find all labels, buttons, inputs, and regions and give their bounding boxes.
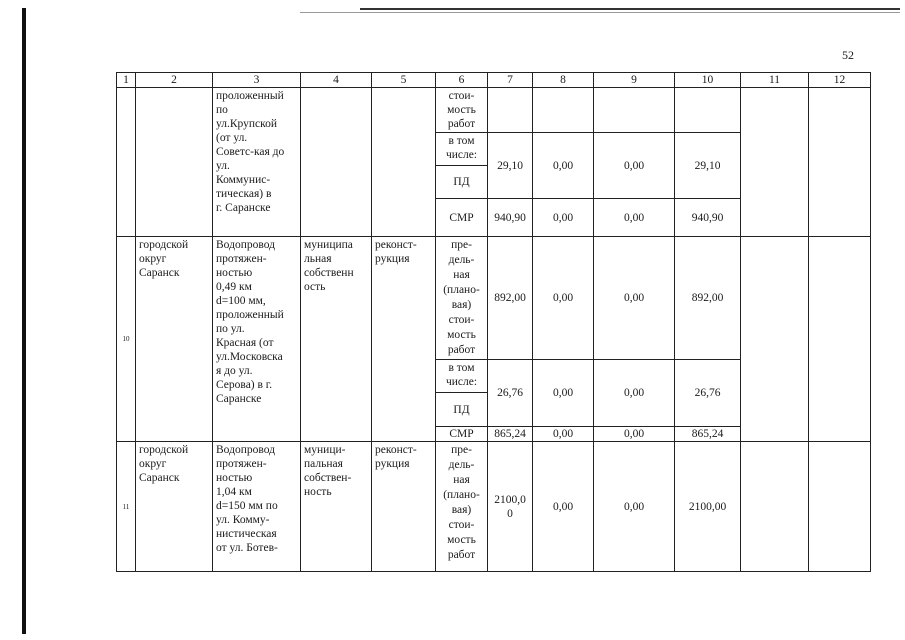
work-type-cell: реконст- рукция [372,237,436,442]
smr-value: 0,00 [594,199,675,237]
page-number: 52 [842,48,854,62]
smr-label: СМР [436,199,488,237]
scan-edge-left [22,8,26,634]
col-header-4: 4 [301,73,372,88]
pd-value: 0,00 [533,133,594,199]
col-12-cell [809,237,871,442]
object-description: Водопровод протяжен- ностью 1,04 км d=150 мм по ул. Комму- нистическая от ул. Ботев- [213,442,301,572]
scan-edge-top-thin [300,12,900,13]
cost-value: 892,00 [488,237,533,360]
pd-label: ПД [436,393,488,427]
cost-value-cell [488,88,533,133]
table-row [117,237,871,360]
object-description: проложенный по ул.Крупской (от ул. Советс-кая до ул. Коммунис- тическая) в г. Саранске [213,88,301,237]
ownership-cell: муници- пальная собствен- ность [301,442,372,572]
cost-value: 2100,0 0 [488,442,533,572]
col-header-2: 2 [136,73,213,88]
cost-value-cell [533,88,594,133]
cost-value-cell [675,88,741,133]
pd-label: ПД [436,166,488,199]
ownership-cell [301,88,372,237]
cost-label: пре- дель- ная (плано- вая) стои- мость работ [436,442,488,572]
col-header-1: 1 [117,73,136,88]
col-header-9: 9 [594,73,675,88]
smr-value: 865,24 [675,427,741,442]
pd-value: 26,76 [488,360,533,427]
cost-label: пре- дель- ная (плано- вая) стои- мость работ [436,237,488,360]
cost-value: 0,00 [594,442,675,572]
cost-value-cell [594,88,675,133]
district-cell [136,88,213,237]
cost-value: 892,00 [675,237,741,360]
col-11-cell [741,442,809,572]
district-cell: городской округ Саранск [136,237,213,442]
col-12-cell [809,442,871,572]
cost-value: 0,00 [533,442,594,572]
table-row [117,442,871,572]
smr-value: 940,90 [675,199,741,237]
pd-value: 0,00 [594,360,675,427]
pd-value: 0,00 [533,360,594,427]
col-header-12: 12 [809,73,871,88]
cost-value: 2100,00 [675,442,741,572]
col-header-11: 11 [741,73,809,88]
ownership-cell: муниципа льная собственн ость [301,237,372,442]
smr-value: 0,00 [594,427,675,442]
row-number: 11 [117,442,136,572]
work-type-cell [372,88,436,237]
pd-value: 26,76 [675,360,741,427]
pd-value: 29,10 [675,133,741,199]
col-header-5: 5 [372,73,436,88]
col-header-3: 3 [213,73,301,88]
col-12-cell [809,88,871,237]
smr-value: 940,90 [488,199,533,237]
col-header-7: 7 [488,73,533,88]
header-row [117,73,871,88]
including-label: в том числе: [436,133,488,166]
cost-value: 0,00 [533,237,594,360]
smr-value: 865,24 [488,427,533,442]
smr-label: СМР [436,427,488,442]
pd-value: 0,00 [594,133,675,199]
object-description: Водопровод протяжен- ностью 0,49 км d=100 мм, проложенный по ул. Красная (от ул.Московска я до ул. Серова) в г. Саранске [213,237,301,442]
smr-value: 0,00 [533,199,594,237]
work-type-cell: реконст- рукция [372,442,436,572]
col-header-10: 10 [675,73,741,88]
row-number-cell [117,88,136,237]
col-header-8: 8 [533,73,594,88]
pd-value: 29,10 [488,133,533,199]
smr-value: 0,00 [533,427,594,442]
scan-edge-top [360,8,900,10]
cost-value: 0,00 [594,237,675,360]
table-row [117,88,871,133]
col-header-6: 6 [436,73,488,88]
district-cell: городской округ Саранск [136,442,213,572]
row-number: 10 [117,237,136,442]
works-table [116,72,871,572]
including-label: в том числе: [436,360,488,393]
col-11-cell [741,88,809,237]
cost-label: стои- мость работ [436,88,488,133]
col-11-cell [741,237,809,442]
